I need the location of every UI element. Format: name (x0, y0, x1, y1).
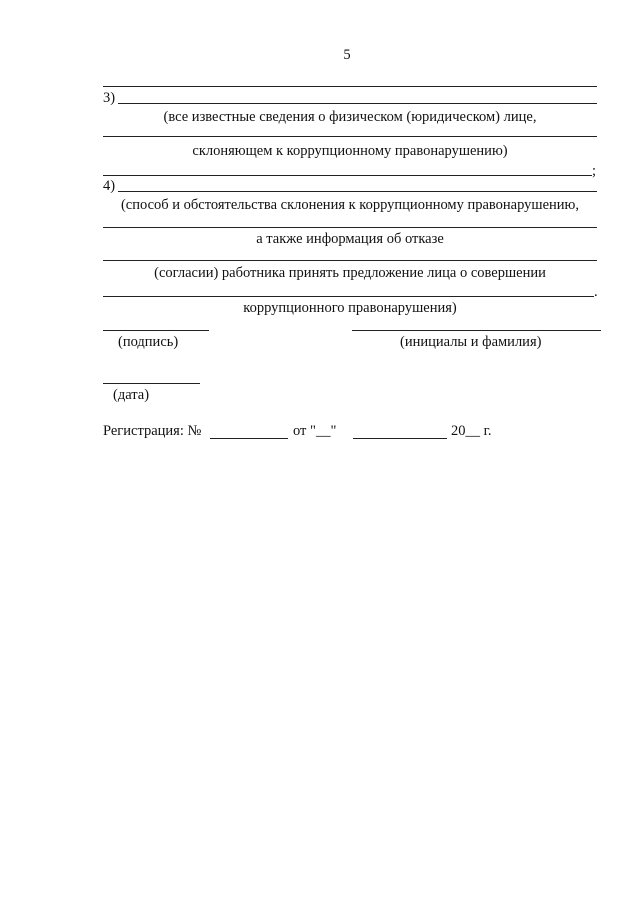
date-caption: (дата) (113, 387, 150, 403)
item-4-caption-1: (способ и обстоятельства склонения к коррупционному правонарушению, (120, 197, 580, 213)
name-caption: (инициалы и фамилия) (400, 334, 542, 350)
fill-line[interactable] (103, 86, 597, 87)
item-3-caption-2: склоняющем к коррупционному правонарушению) (192, 143, 508, 159)
item-3-number: 3) (103, 90, 116, 106)
fill-line[interactable] (103, 296, 594, 297)
fill-line[interactable] (103, 136, 597, 137)
fill-line[interactable] (118, 191, 597, 192)
item-4-caption-4: коррупционного правонарушения) (243, 300, 457, 316)
registration-number-line[interactable] (210, 438, 288, 439)
registration-label: Регистрация: № (103, 423, 202, 439)
fill-line[interactable] (103, 227, 597, 228)
item-4-caption-3: (согласии) работника принять предложение лица о совершении (154, 265, 546, 281)
item-3-caption-1: (все известные сведения о физическом (юридическом) лице, (163, 109, 537, 125)
fill-line[interactable] (103, 260, 597, 261)
item-4-end-mark: . (594, 284, 598, 300)
registration-date-line[interactable] (353, 438, 447, 439)
registration-year: 20__ г. (451, 423, 492, 439)
signature-line[interactable] (103, 330, 209, 331)
item-4-caption-2: а также информация об отказе (256, 231, 444, 247)
item-4-number: 4) (103, 178, 116, 194)
item-3-end-mark: ; (592, 163, 597, 179)
registration-from: от "__" (293, 423, 337, 439)
signature-caption: (подпись) (118, 334, 179, 350)
fill-line[interactable] (103, 175, 592, 176)
page-number: 5 (343, 47, 351, 63)
name-line[interactable] (352, 330, 601, 331)
fill-line[interactable] (118, 103, 597, 104)
date-line[interactable] (103, 383, 200, 384)
